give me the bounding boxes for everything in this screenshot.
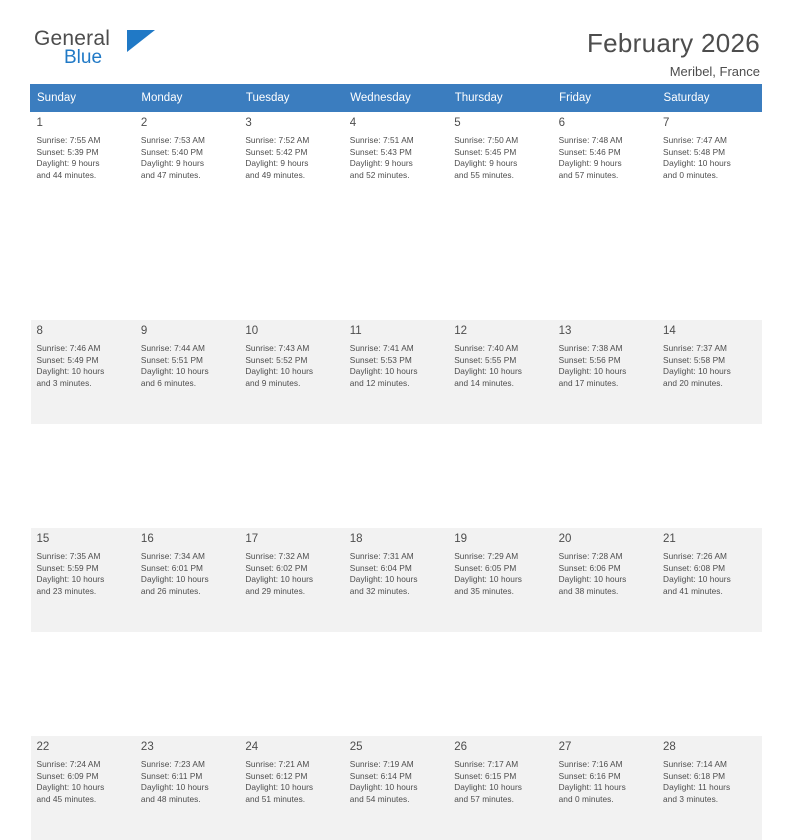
sunrise-text: Sunrise: 7:31 AM — [349, 551, 414, 561]
daylight-text-2: and 32 minutes. — [349, 585, 410, 596]
day-cell[interactable] — [553, 736, 657, 840]
daylight-text-1: Daylight: 10 hours — [245, 782, 314, 793]
day-cell[interactable] — [239, 112, 343, 217]
sunset-text: Sunset: 5:48 PM — [663, 146, 726, 157]
sunrise-text: Sunrise: 7:47 AM — [663, 135, 728, 145]
day-cell[interactable] — [31, 112, 135, 217]
sunset-text: Sunset: 5:39 PM — [36, 146, 99, 157]
weekday-monday: Monday — [135, 85, 239, 112]
day-number: 12 — [454, 325, 467, 337]
weekday-thursday: Thursday — [448, 85, 552, 112]
sunrise-text: Sunrise: 7:38 AM — [558, 343, 623, 353]
sunset-text: Sunset: 5:53 PM — [349, 354, 412, 365]
day-info — [663, 135, 755, 181]
day-cell[interactable] — [344, 112, 448, 217]
day-info — [454, 551, 546, 597]
daylight-text-1: Daylight: 9 hours — [36, 158, 100, 169]
day-info — [559, 551, 651, 597]
weekday-wednesday: Wednesday — [344, 85, 448, 112]
sunrise-text: Sunrise: 7:34 AM — [140, 551, 205, 561]
daylight-text-1: Daylight: 10 hours — [558, 574, 627, 585]
daylight-text-2: and 3 minutes. — [36, 377, 92, 388]
day-number: 25 — [349, 741, 363, 753]
weekday-sunday: Sunday — [31, 85, 135, 112]
day-info — [454, 135, 546, 181]
sunset-text: Sunset: 5:52 PM — [245, 354, 308, 365]
day-cell[interactable] — [344, 320, 448, 424]
sunset-text: Sunset: 5:46 PM — [558, 146, 621, 157]
sunrise-text: Sunrise: 7:51 AM — [349, 135, 414, 145]
day-cell[interactable] — [657, 736, 761, 840]
sunrise-text: Sunrise: 7:19 AM — [349, 759, 414, 769]
daylight-text-2: and 35 minutes. — [454, 585, 514, 596]
day-cell[interactable] — [448, 320, 552, 424]
daylight-text-1: Daylight: 10 hours — [349, 574, 418, 585]
day-number: 15 — [36, 533, 50, 545]
sunset-text: Sunset: 6:16 PM — [558, 770, 621, 781]
daylight-text-1: Daylight: 10 hours — [140, 366, 209, 377]
daylight-text-2: and 52 minutes. — [349, 169, 410, 180]
row-spacer — [31, 632, 762, 736]
sunset-text: Sunset: 6:11 PM — [140, 770, 203, 781]
sunrise-text: Sunrise: 7:43 AM — [245, 343, 310, 353]
day-cell[interactable] — [239, 320, 343, 424]
day-cell[interactable] — [135, 528, 239, 632]
daylight-text-2: and 17 minutes. — [558, 377, 619, 388]
day-number: 5 — [454, 117, 461, 129]
daylight-text-2: and 48 minutes. — [140, 793, 201, 804]
sunset-text: Sunset: 5:42 PM — [245, 146, 308, 157]
day-info — [245, 551, 337, 597]
day-number: 8 — [36, 325, 43, 337]
sunset-text: Sunset: 6:06 PM — [558, 562, 621, 573]
day-number: 28 — [663, 741, 676, 753]
sunset-text: Sunset: 6:18 PM — [663, 770, 726, 781]
sunset-text: Sunset: 5:58 PM — [663, 354, 726, 365]
location-label: Meribel, France — [669, 64, 760, 79]
day-info — [245, 759, 337, 805]
sunrise-text: Sunrise: 7:52 AM — [245, 135, 310, 145]
daylight-text-1: Daylight: 9 hours — [454, 158, 518, 169]
daylight-text-1: Daylight: 10 hours — [663, 574, 731, 585]
daylight-text-1: Daylight: 9 hours — [558, 158, 622, 169]
day-number: 24 — [245, 741, 259, 753]
sunset-text: Sunset: 5:40 PM — [140, 146, 204, 157]
day-info — [245, 343, 337, 389]
title-block — [587, 28, 762, 80]
weekday-saturday: Saturday — [657, 85, 761, 112]
day-number: 22 — [36, 741, 50, 753]
daylight-text-2: and 9 minutes. — [245, 377, 301, 388]
sunset-text: Sunset: 6:12 PM — [245, 770, 308, 781]
day-cell[interactable] — [448, 528, 552, 632]
day-number: 4 — [349, 117, 357, 129]
daylight-text-1: Daylight: 10 hours — [140, 782, 209, 793]
day-number: 3 — [245, 117, 252, 129]
table-row — [31, 528, 762, 632]
day-info — [663, 759, 755, 805]
sunset-text: Sunset: 5:51 PM — [140, 354, 204, 365]
day-info — [245, 135, 337, 181]
day-info — [350, 343, 442, 389]
day-number: 11 — [349, 325, 362, 337]
day-info — [663, 551, 755, 597]
daylight-text-1: Daylight: 11 hours — [558, 782, 626, 793]
day-info — [37, 343, 129, 389]
daylight-text-1: Daylight: 9 hours — [140, 158, 205, 169]
sunset-text: Sunset: 6:14 PM — [349, 770, 412, 781]
sunrise-text: Sunrise: 7:35 AM — [36, 551, 101, 561]
brand-logo — [30, 28, 214, 68]
daylight-text-1: Daylight: 10 hours — [245, 366, 314, 377]
day-cell[interactable] — [448, 112, 552, 217]
day-info — [559, 343, 651, 389]
daylight-text-1: Daylight: 10 hours — [36, 574, 105, 585]
daylight-text-1: Daylight: 10 hours — [558, 366, 627, 377]
day-info — [350, 551, 442, 597]
day-number: 26 — [454, 741, 467, 753]
day-number: 7 — [663, 117, 670, 129]
day-number: 16 — [140, 533, 154, 545]
daylight-text-2: and 49 minutes. — [245, 169, 306, 180]
daylight-text-1: Daylight: 10 hours — [454, 574, 522, 585]
day-info — [37, 135, 129, 181]
sunset-text: Sunset: 6:02 PM — [245, 562, 308, 573]
day-number: 19 — [454, 533, 467, 545]
day-cell[interactable] — [553, 320, 657, 424]
daylight-text-2: and 38 minutes. — [558, 585, 619, 596]
row-spacer-cell — [31, 216, 762, 320]
daylight-text-2: and 44 minutes. — [36, 169, 97, 180]
daylight-text-1: Daylight: 10 hours — [663, 158, 731, 169]
day-info — [350, 135, 442, 181]
day-cell[interactable] — [239, 736, 343, 840]
day-number: 27 — [558, 741, 572, 753]
daylight-text-2: and 26 minutes. — [140, 585, 201, 596]
day-cell[interactable] — [344, 528, 448, 632]
sunset-text: Sunset: 5:43 PM — [349, 146, 412, 157]
daylight-text-2: and 6 minutes. — [140, 377, 197, 388]
day-cell[interactable] — [135, 112, 239, 217]
daylight-text-2: and 29 minutes. — [245, 585, 306, 596]
sunrise-text: Sunrise: 7:21 AM — [245, 759, 310, 769]
day-cell[interactable] — [553, 528, 657, 632]
sunrise-text: Sunrise: 7:16 AM — [558, 759, 623, 769]
day-number: 9 — [140, 325, 148, 337]
daylight-text-2: and 47 minutes. — [140, 169, 201, 180]
flag-icon — [127, 30, 155, 52]
sunset-text: Sunset: 6:01 PM — [140, 562, 204, 573]
daylight-text-2: and 45 minutes. — [36, 793, 97, 804]
page-header — [30, 0, 762, 79]
sunset-text: Sunset: 6:15 PM — [454, 770, 517, 781]
table-row — [31, 736, 762, 840]
day-number: 20 — [558, 533, 572, 545]
day-number: 10 — [245, 325, 259, 337]
day-number: 13 — [558, 325, 572, 337]
day-info — [454, 759, 546, 805]
daylight-text-2: and 23 minutes. — [36, 585, 97, 596]
day-cell[interactable] — [344, 736, 448, 840]
daylight-text-2: and 0 minutes. — [558, 793, 614, 804]
row-spacer — [31, 424, 762, 528]
day-info — [454, 343, 546, 389]
sunrise-text: Sunrise: 7:17 AM — [454, 759, 519, 769]
day-cell[interactable] — [657, 320, 761, 424]
day-cell[interactable] — [31, 320, 135, 424]
sunrise-text: Sunrise: 7:50 AM — [454, 135, 519, 145]
daylight-text-1: Daylight: 10 hours — [36, 366, 105, 377]
daylight-text-1: Daylight: 10 hours — [454, 366, 522, 377]
day-info — [350, 759, 442, 805]
day-number: 21 — [663, 533, 676, 545]
day-number: 2 — [140, 117, 148, 129]
daylight-text-2: and 57 minutes. — [558, 169, 619, 180]
weekday-header-row — [31, 85, 762, 112]
daylight-text-2: and 14 minutes. — [454, 377, 514, 388]
day-number: 14 — [663, 325, 676, 337]
day-info — [559, 135, 651, 181]
sunrise-text: Sunrise: 7:41 AM — [349, 343, 414, 353]
day-info — [141, 551, 233, 597]
day-info — [141, 343, 233, 389]
sunrise-text: Sunrise: 7:44 AM — [140, 343, 205, 353]
daylight-text-2: and 12 minutes. — [349, 377, 410, 388]
weekday-friday: Friday — [553, 85, 657, 112]
daylight-text-2: and 20 minutes. — [663, 377, 723, 388]
sunrise-text: Sunrise: 7:23 AM — [140, 759, 205, 769]
day-cell[interactable] — [135, 320, 239, 424]
daylight-text-2: and 51 minutes. — [245, 793, 306, 804]
row-spacer-cell — [31, 424, 762, 528]
sunset-text: Sunset: 5:56 PM — [558, 354, 621, 365]
sunrise-text: Sunrise: 7:24 AM — [36, 759, 101, 769]
daylight-text-2: and 41 minutes. — [663, 585, 723, 596]
sunset-text: Sunset: 5:59 PM — [36, 562, 99, 573]
sunset-text: Sunset: 6:04 PM — [349, 562, 412, 573]
day-number: 6 — [558, 117, 566, 129]
sunrise-text: Sunrise: 7:37 AM — [663, 343, 728, 353]
day-number: 17 — [245, 533, 259, 545]
daylight-text-1: Daylight: 10 hours — [454, 782, 522, 793]
daylight-text-1: Daylight: 11 hours — [663, 782, 731, 793]
daylight-text-1: Daylight: 9 hours — [245, 158, 309, 169]
day-number: 1 — [36, 117, 43, 129]
daylight-text-2: and 55 minutes. — [454, 169, 514, 180]
daylight-text-2: and 3 minutes. — [663, 793, 719, 804]
sunrise-text: Sunrise: 7:28 AM — [558, 551, 623, 561]
brand-name-bottom: Blue — [64, 47, 103, 68]
sunrise-text: Sunrise: 7:53 AM — [140, 135, 205, 145]
sunrise-text: Sunrise: 7:26 AM — [663, 551, 728, 561]
weekday-tuesday: Tuesday — [239, 85, 343, 112]
sunset-text: Sunset: 6:05 PM — [454, 562, 517, 573]
daylight-text-2: and 57 minutes. — [454, 793, 514, 804]
day-cell[interactable] — [135, 736, 239, 840]
daylight-text-1: Daylight: 10 hours — [36, 782, 105, 793]
day-info — [141, 135, 233, 181]
table-row — [31, 320, 762, 424]
day-cell[interactable] — [239, 528, 343, 632]
day-cell[interactable] — [31, 736, 135, 840]
table-row — [31, 112, 762, 217]
sunrise-text: Sunrise: 7:55 AM — [36, 135, 101, 145]
sunset-text: Sunset: 6:08 PM — [663, 562, 726, 573]
day-info — [141, 759, 233, 805]
daylight-text-1: Daylight: 10 hours — [349, 366, 418, 377]
day-info — [37, 551, 129, 597]
row-spacer-cell — [31, 632, 762, 736]
daylight-text-2: and 54 minutes. — [349, 793, 410, 804]
sunrise-text: Sunrise: 7:48 AM — [558, 135, 623, 145]
sunset-text: Sunset: 5:45 PM — [454, 146, 517, 157]
daylight-text-1: Daylight: 9 hours — [349, 158, 413, 169]
day-info — [37, 759, 129, 805]
page-title: February 2026 — [586, 28, 760, 58]
sunrise-text: Sunrise: 7:46 AM — [36, 343, 101, 353]
daylight-text-1: Daylight: 10 hours — [349, 782, 418, 793]
day-number: 18 — [349, 533, 363, 545]
daylight-text-2: and 0 minutes. — [663, 169, 719, 180]
sunset-text: Sunset: 5:49 PM — [36, 354, 99, 365]
day-cell[interactable] — [657, 112, 761, 217]
sunrise-sunset-calendar — [30, 84, 762, 840]
sunrise-text: Sunrise: 7:14 AM — [663, 759, 728, 769]
sunrise-text: Sunrise: 7:32 AM — [245, 551, 310, 561]
day-cell[interactable] — [31, 528, 135, 632]
day-cell[interactable] — [553, 112, 657, 217]
daylight-text-1: Daylight: 10 hours — [140, 574, 209, 585]
daylight-text-1: Daylight: 10 hours — [663, 366, 731, 377]
day-info — [663, 343, 755, 389]
sunset-text: Sunset: 6:09 PM — [36, 770, 99, 781]
day-cell[interactable] — [448, 736, 552, 840]
sunset-text: Sunset: 5:55 PM — [454, 354, 517, 365]
brand-name-top: General — [34, 27, 111, 50]
sunrise-text: Sunrise: 7:29 AM — [454, 551, 519, 561]
day-number: 23 — [140, 741, 154, 753]
day-cell[interactable] — [657, 528, 761, 632]
day-info — [559, 759, 651, 805]
row-spacer — [31, 216, 762, 320]
sunrise-text: Sunrise: 7:40 AM — [454, 343, 519, 353]
daylight-text-1: Daylight: 10 hours — [245, 574, 314, 585]
